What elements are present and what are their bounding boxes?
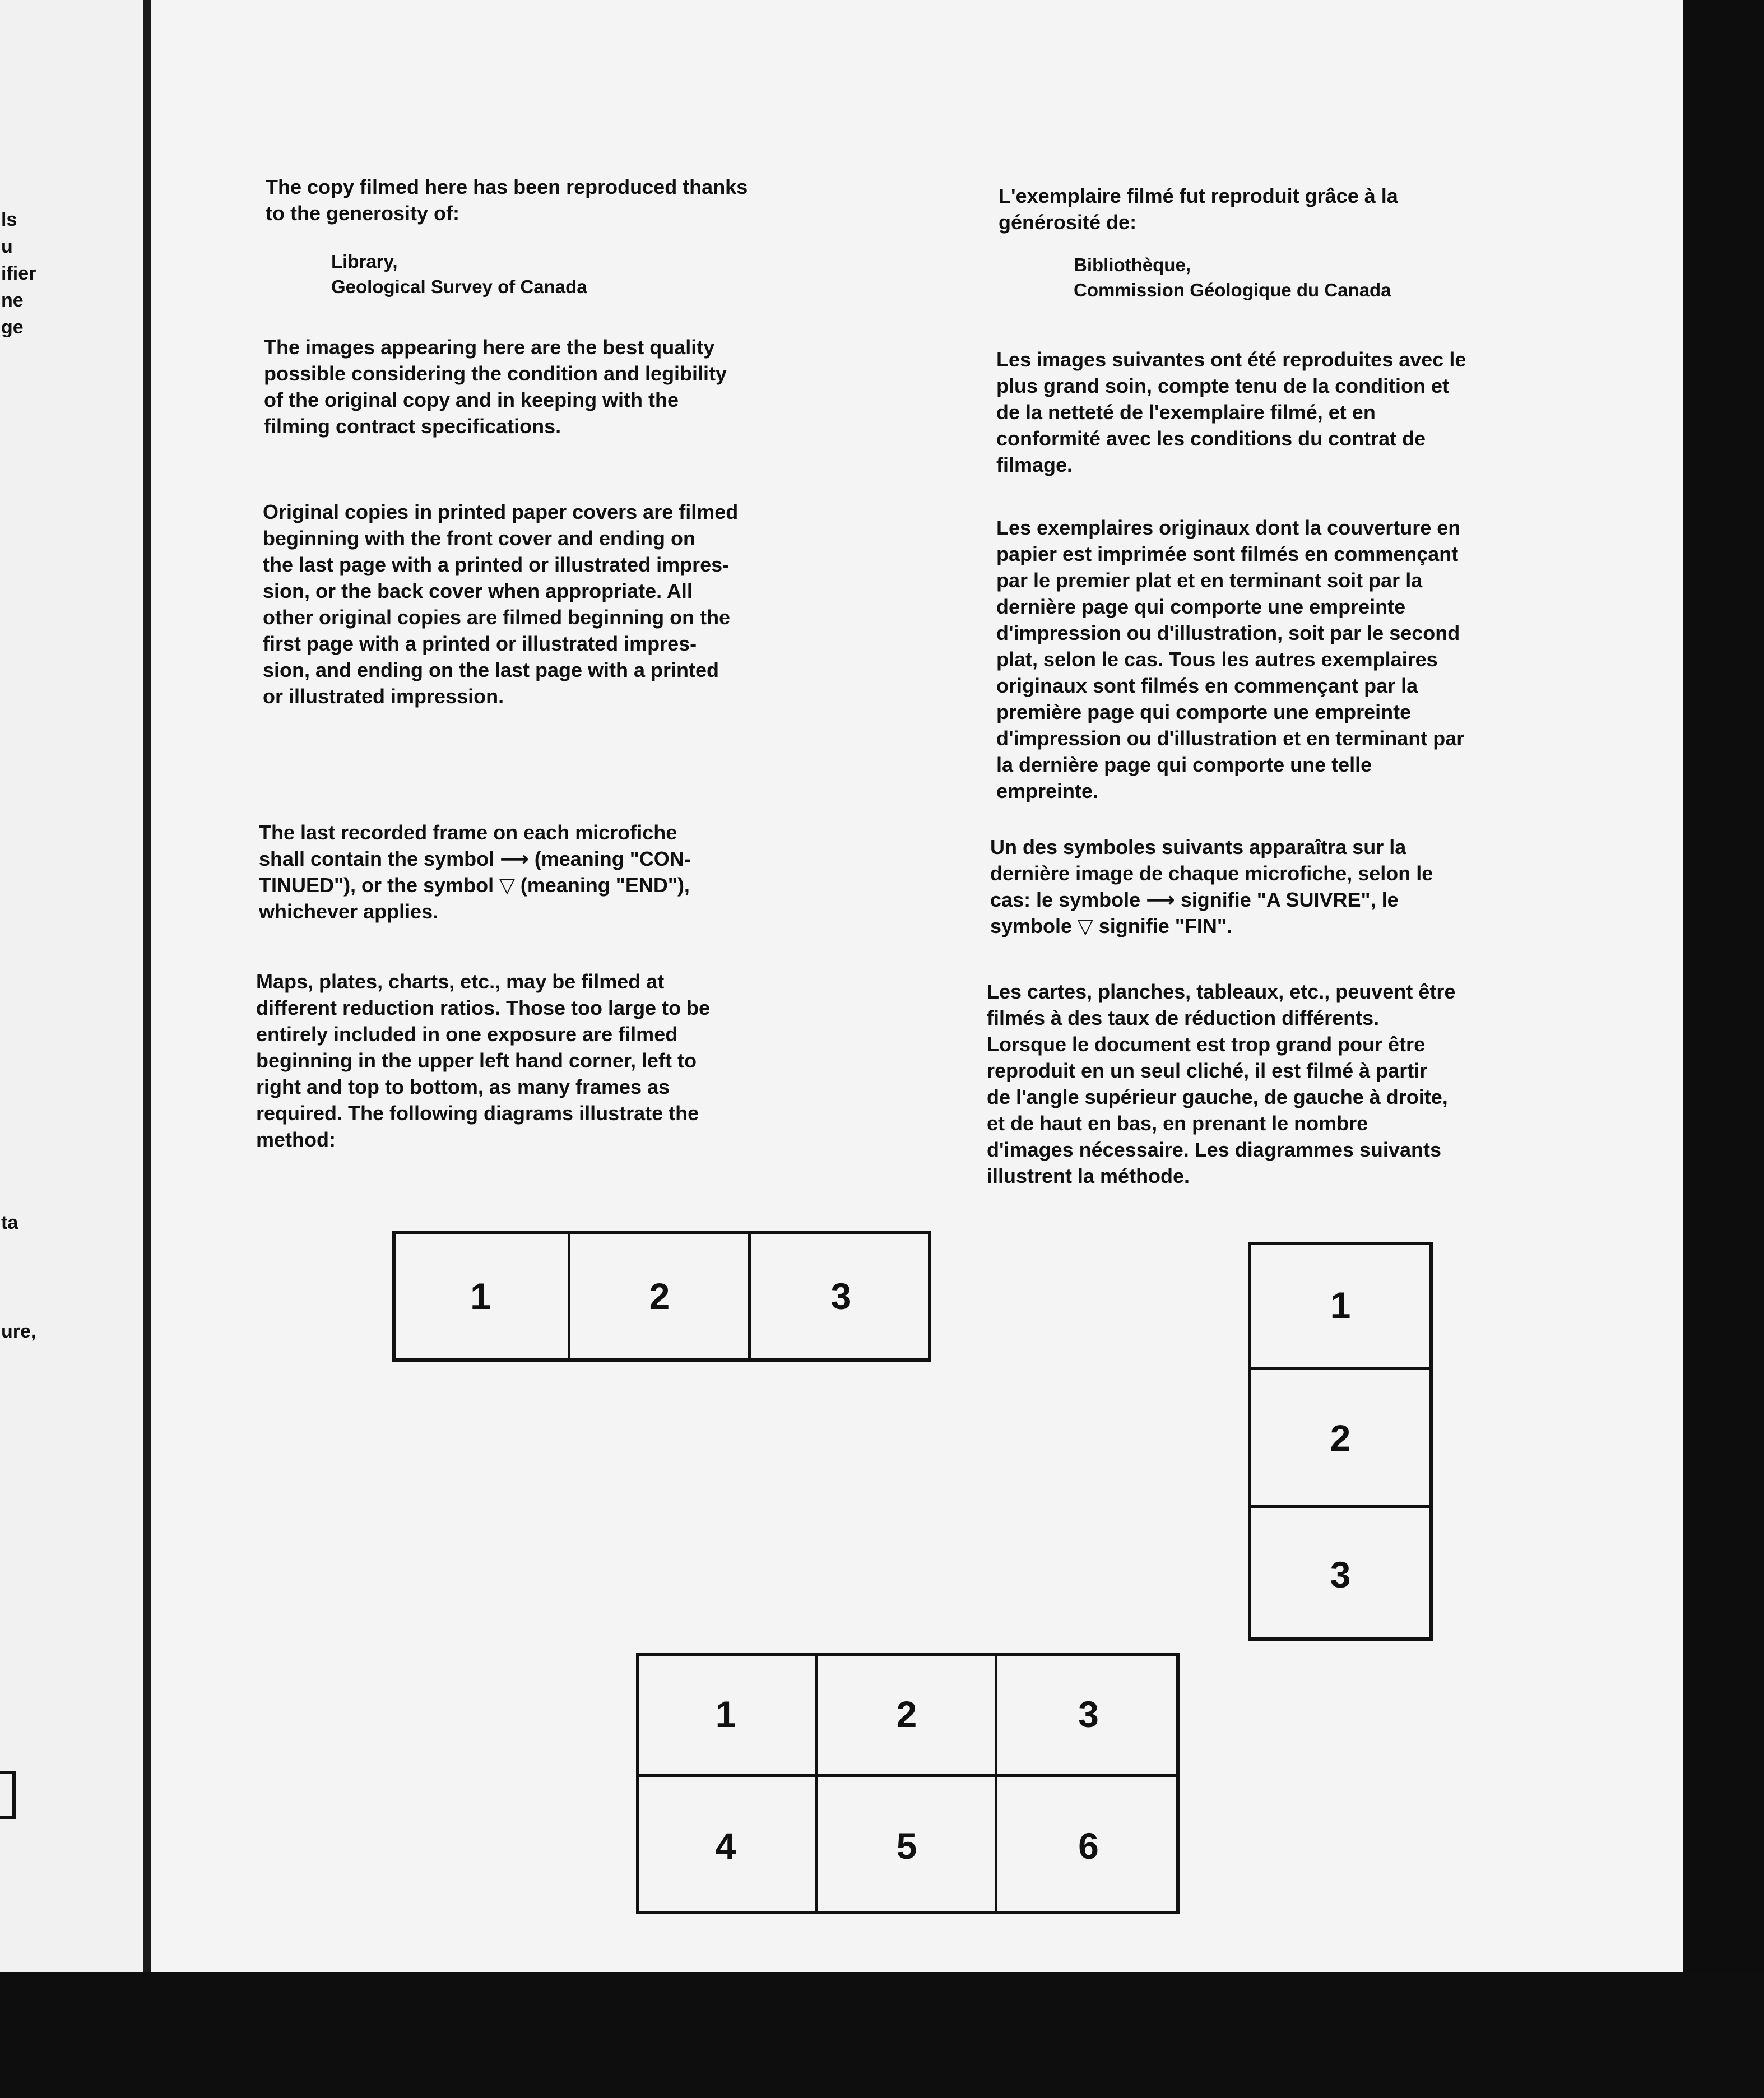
french-maps: Les cartes, planches, tableaux, etc., peuvent être filmés à des taux de réduction différents. Lorsque le document est trop grand pour être reproduit en un seul cliché, il est filmé à partir de l'angle supérieur gauche, de gauche à droite, et de haut en bas, en prenant le nombre d'images nécessaire. Les diagrammes suivants illustrent la méthode. xyxy=(987,980,1456,1187)
stub-box xyxy=(0,1771,16,1819)
english-maps: Maps, plates, charts, etc., may be filmed at different reduction ratios. Those too large to be entirely included in one exposure are filmed beginning in the upper left hand corner, left to right and top to bottom, as many frames as required. The following diagrams illustrate the method: xyxy=(256,970,711,1151)
stub-line: ls xyxy=(1,209,17,230)
film-edge-right xyxy=(1683,0,1764,2098)
french-symbols: Un des symboles suivants apparaîtra sur la dernière image de chaque microfiche, selon le cas: le symbole ⟶ signifie "A SUIVRE", le symbole ▽ signifie "FIN". xyxy=(990,836,1433,937)
english-library: Library, Geological Survey of Canada xyxy=(331,251,587,297)
french-originals: Les exemplaires originaux dont la couverture en papier est imprimée sont filmés en commençant par le premier plat et en terminant soit par la dernière page qui comporte une empreinte d'impression ou d'illustration, soit par le second plat, selon le cas. Tous les autres exemplaires originaux sont filmés en commençant par la première page qui comporte une empreinte d'impression ou d'illustration et en terminant par la dernière page qui comporte une telle empreinte. xyxy=(996,516,1465,802)
english-symbols: The last recorded frame on each microfiche shall contain the symbol ⟶ (meaning "CON- TINUED"), or the symbol ▽ (meaning "END"), whichever applies. xyxy=(259,821,691,923)
film-edge-bottom xyxy=(0,1972,1764,2098)
frame-number: 4 xyxy=(715,1825,736,1867)
frame-number: 6 xyxy=(1078,1825,1099,1867)
gutter xyxy=(143,0,151,1972)
english-quality: The images appearing here are the best quality possible considering the condition and legibility of the original copy and in keeping with the filming contract specifications. xyxy=(264,336,727,438)
french-quality: Les images suivantes ont été reproduites avec le plus grand soin, compte tenu de la condition et de la netteté de l'exemplaire filmé, et en conformité avec les conditions du contrat de filmage. xyxy=(996,348,1466,476)
target-page xyxy=(151,0,1683,1972)
frame-number: 3 xyxy=(1330,1553,1351,1595)
french-library: Bibliothèque, Commission Géologique du Canada xyxy=(1074,254,1391,300)
stub-line: ure, xyxy=(1,1321,36,1342)
stub-line: ge xyxy=(1,317,24,338)
frame-number: 3 xyxy=(830,1275,852,1317)
stub-line: ifier xyxy=(1,263,36,284)
english-originals: Original copies in printed paper covers are filmed beginning with the front cover and ending on the last page with a printed or illustrated impres- sion, or the back cover when appropriate. All other original copies are filmed beginning on the first page with a printed or illustrated impres- sion, and ending on the last page with a printed or illustrated impression. xyxy=(263,500,739,708)
english-intro: The copy filmed here has been reproduced thanks to the generosity of: xyxy=(266,175,748,225)
stub-line: ta xyxy=(1,1212,18,1233)
frame-number: 5 xyxy=(896,1825,917,1867)
frame-number: 3 xyxy=(1078,1693,1099,1735)
frame-number: 1 xyxy=(1330,1284,1351,1326)
frame-number: 1 xyxy=(470,1275,491,1317)
stub-line: u xyxy=(1,236,13,257)
frame-number: 2 xyxy=(649,1275,670,1317)
french-intro: L'exemplaire filmé fut reproduit grâce à la générosité de: xyxy=(999,184,1398,234)
frame-number: 2 xyxy=(896,1693,917,1735)
stub-line: ne xyxy=(1,290,24,311)
frame-number: 2 xyxy=(1330,1417,1351,1459)
frame-number: 1 xyxy=(715,1693,736,1735)
previous-page-strip xyxy=(0,0,143,1972)
